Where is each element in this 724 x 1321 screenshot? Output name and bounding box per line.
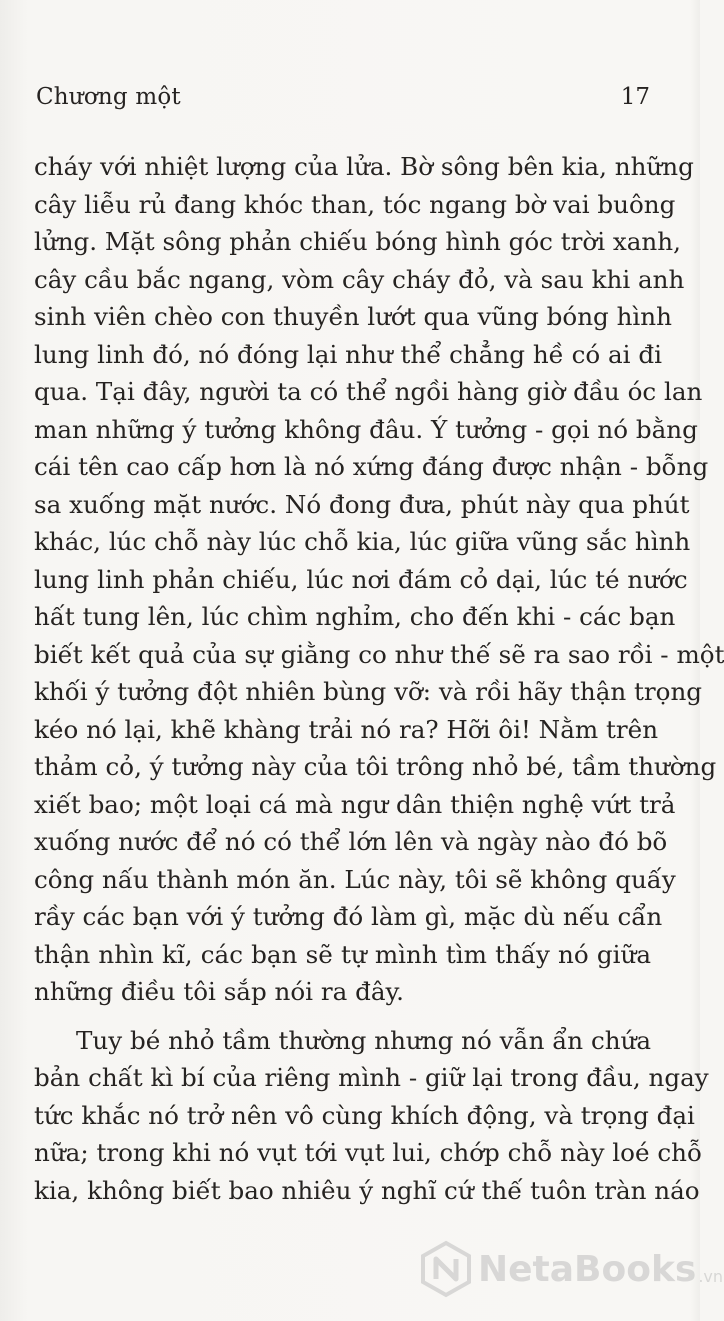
text-line: thảm cỏ, ý tưởng này của tôi trông nhỏ bé, tầm thường xyxy=(34,752,717,781)
text-line: lửng. Mặt sông phản chiếu bóng hình góc trời xanh, xyxy=(34,227,681,256)
text-line: cây liễu rủ đang khóc than, tóc ngang bờ vai buông xyxy=(34,189,676,219)
paragraph xyxy=(34,148,724,1011)
text-line: qua. Tại đây, người ta có thể ngồi hàng giờ đầu óc lan xyxy=(34,377,703,406)
text-line: bản chất kì bí của riêng mình - giữ lại trong đầu, ngay xyxy=(34,1063,709,1092)
running-head xyxy=(36,84,650,118)
watermark-brand: NetaBooks xyxy=(478,1248,697,1290)
text-line: biết kết quả của sự giằng co như thế sẽ ra sao rồi - một xyxy=(34,639,724,669)
text-line: man những ý tưởng không đâu. Ý tưởng - gọi nó bằng xyxy=(34,414,698,444)
text-line: khác, lúc chỗ này lúc chỗ kia, lúc giữa vũng sắc hình xyxy=(34,527,691,556)
text-line: cây cầu bắc ngang, vòm cây cháy đỏ, và sau khi anh xyxy=(34,264,685,294)
page-number: 17 xyxy=(620,84,650,110)
watermark-suffix: .vn xyxy=(698,1266,724,1286)
text-line: sinh viên chèo con thuyền lướt qua vũng bóng hình xyxy=(34,302,672,331)
text-line: sa xuống mặt nước. Nó đong đưa, phút này qua phút xyxy=(34,489,690,519)
netabooks-logo-icon xyxy=(420,1241,472,1297)
text-line: công nấu thành món ăn. Lúc này, tôi sẽ không quấy xyxy=(34,864,676,894)
text-line: nữa; trong khi nó vụt tới vụt lui, chớp chỗ này loé chỗ xyxy=(34,1138,703,1167)
text-line: xuống nước để nó có thể lớn lên và ngày nào đó bõ xyxy=(34,827,668,856)
text-line: Tuy bé nhỏ tầm thường nhưng nó vẫn ẩn chứa xyxy=(76,1025,652,1055)
text-line: rầy các bạn với ý tưởng đó làm gì, mặc dù nếu cẩn xyxy=(34,902,663,931)
text-line: cháy với nhiệt lượng của lửa. Bờ sông bên kia, những xyxy=(34,152,694,181)
text-line: những điều tôi sắp nói ra đây. xyxy=(34,977,404,1006)
text-line: lung linh phản chiếu, lúc nơi đám cỏ dại, lúc té nước xyxy=(34,564,688,594)
text-line: cái tên cao cấp hơn là nó xứng đáng được nhận - bỗng xyxy=(34,452,709,481)
text-line: lung linh đó, nó đóng lại như thể chẳng hề có ai đi xyxy=(34,339,662,369)
body-text xyxy=(34,148,724,1209)
text-line: khối ý tưởng đột nhiên bùng vỡ: và rồi hãy thận trọng xyxy=(34,677,703,706)
text-line: tức khắc nó trở nên vô cùng khích động, và trọng đại xyxy=(34,1100,695,1130)
watermark xyxy=(420,1239,724,1299)
text-line: kéo nó lại, khẽ khàng trải nó ra? Hỡi ôi! Nằm trên xyxy=(34,714,659,744)
text-line: thận nhìn kĩ, các bạn sẽ tự mình tìm thấy nó giữa xyxy=(34,939,651,969)
paragraph xyxy=(34,1022,709,1210)
text-line: kia, không biết bao nhiêu ý nghĩ cứ thế tuôn tràn náo xyxy=(34,1175,700,1205)
text-line: hất tung lên, lúc chìm nghỉm, cho đến khi - các bạn xyxy=(34,602,676,631)
chapter-title: Chương một xyxy=(36,84,181,110)
paragraph-gap xyxy=(34,1011,651,1022)
text-line: xiết bao; một loại cá mà ngư dân thiện nghệ vứt trả xyxy=(34,789,676,819)
